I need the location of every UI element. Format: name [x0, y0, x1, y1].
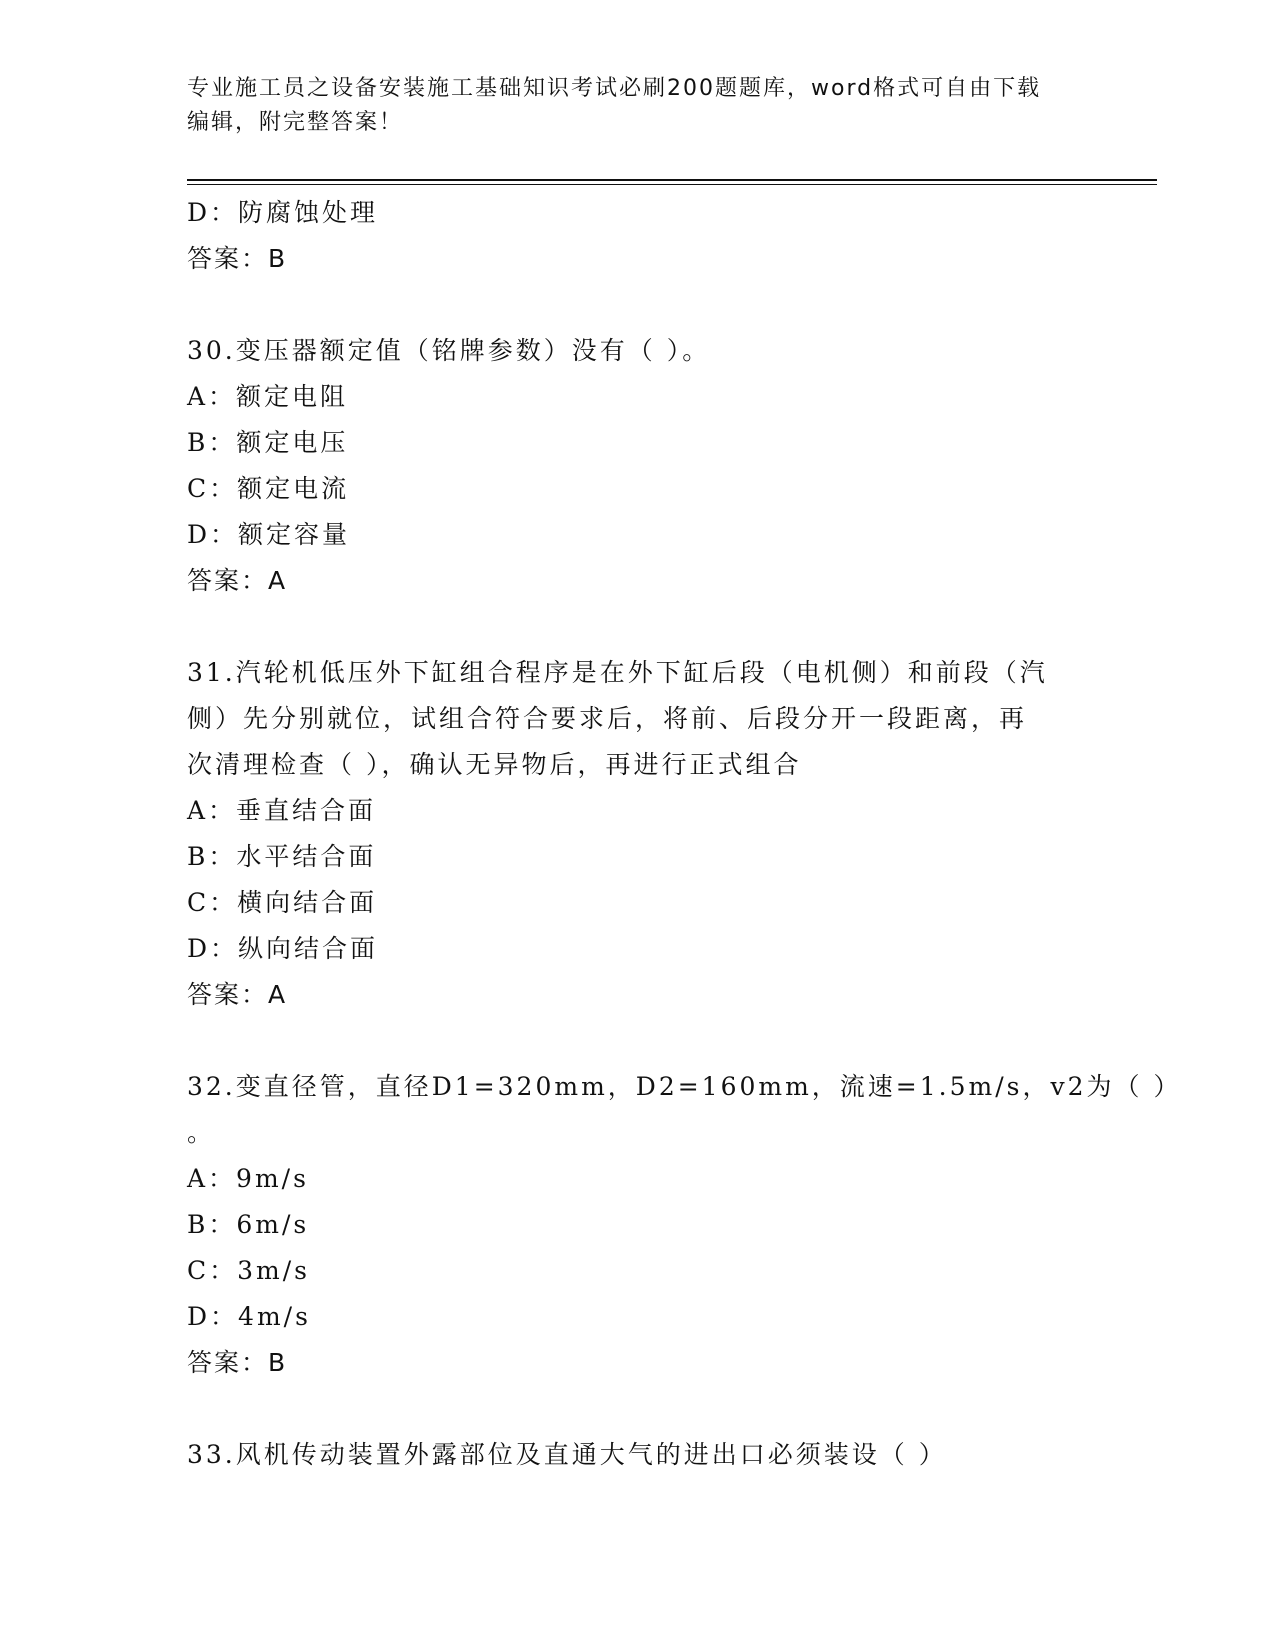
- answer-line: 答案：A: [187, 980, 288, 1009]
- question-30: [187, 328, 1087, 604]
- header-divider-thin: [187, 184, 1157, 185]
- question-31: [187, 650, 1087, 1018]
- option-c: C：3m/s: [187, 1256, 310, 1285]
- option-b: B：6m/s: [187, 1210, 310, 1239]
- question-list: [187, 190, 1182, 1478]
- option-d: D：4m/s: [187, 1302, 311, 1331]
- question-stem-line-2: 侧）先分别就位，试组合符合要求后，将前、后段分开一段距离，再: [187, 704, 1028, 733]
- header-divider-thick: [187, 179, 1157, 181]
- option-a: A：9m/s: [187, 1164, 309, 1193]
- question-stem-line-3: 次清理检查（ ），确认无异物后，再进行正式组合: [187, 750, 802, 779]
- option-b: B：水平结合面: [187, 842, 377, 871]
- option-d: D：防腐蚀处理: [187, 198, 379, 227]
- header-line-1: 专业施工员之设备安装施工基础知识考试必刷200题题库，word格式可自由下载: [187, 76, 1042, 101]
- question-stem: 30.变压器额定值（铭牌参数）没有（ ）。: [187, 336, 711, 365]
- question-29-tail: [187, 190, 1087, 282]
- option-a: A：额定电阻: [187, 382, 349, 411]
- answer-line: 答案：B: [187, 1348, 288, 1377]
- option-d: D：纵向结合面: [187, 934, 379, 963]
- option-a: A：垂直结合面: [187, 796, 377, 825]
- question-33: [187, 1432, 1087, 1478]
- answer-line: 答案：A: [187, 566, 288, 595]
- question-stem-line-1: 32.变直径管，直径D1=320mm，D2=160mm，流速=1.5m/s，v2为（ ）: [187, 1072, 1182, 1101]
- question-32: [187, 1064, 1182, 1386]
- option-c: C：横向结合面: [187, 888, 378, 917]
- option-d: D：额定容量: [187, 520, 351, 549]
- answer-line: 答案：B: [187, 244, 288, 273]
- option-c: C：额定电流: [187, 474, 350, 503]
- document-header: [187, 72, 1087, 140]
- question-stem-line-2: 。: [187, 1118, 216, 1147]
- question-stem-line-1: 31.汽轮机低压外下缸组合程序是在外下缸后段（电机侧）和前段（汽: [187, 658, 1048, 687]
- header-line-2: 编辑，附完整答案！: [187, 110, 404, 135]
- option-b: B：额定电压: [187, 428, 349, 457]
- question-stem: 33.风机传动装置外露部位及直通大气的进出口必须装设（ ）: [187, 1440, 947, 1469]
